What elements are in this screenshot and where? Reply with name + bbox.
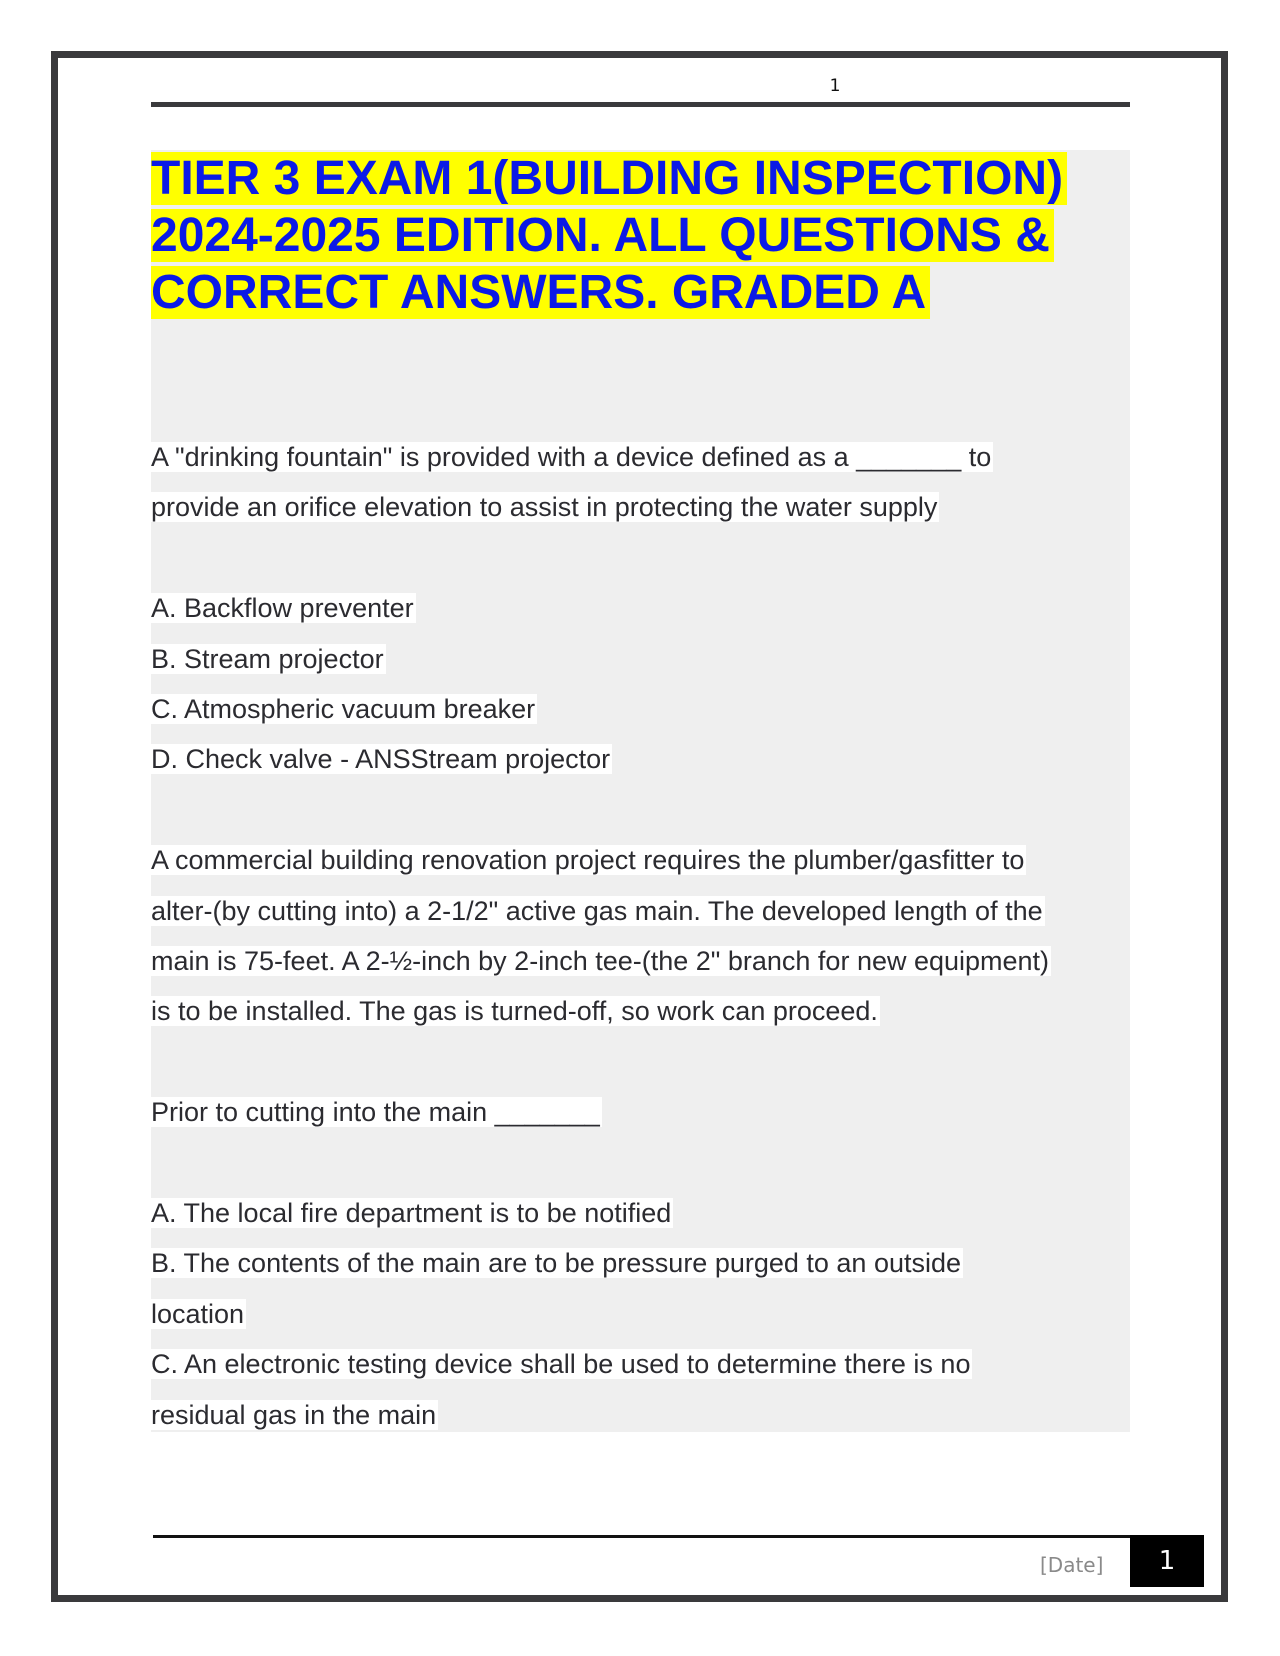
option-text: residual gas in the main [151, 1399, 437, 1430]
title-line-2: 2024-2025 EDITION. ALL QUESTIONS & [151, 209, 1054, 262]
question-1-stem [151, 432, 1141, 533]
question-2-line-1: A commercial building renovation project requires the plumber/gasfitter to [151, 845, 1025, 876]
question-1-line-2: provide an orifice elevation to assist in protecting the water supply [151, 492, 938, 523]
option-text: A. Backflow preventer [151, 593, 414, 624]
document-title [151, 150, 1131, 321]
question-2-line-2: alter-(by cutting into) a 2-1/2" active gas main. The developed length of the [151, 895, 1043, 926]
question-1-option-b [151, 634, 1141, 684]
option-text: D. Check valve - ANSStream projector [151, 744, 611, 775]
question-2-option-a [151, 1188, 1141, 1238]
footer-page-number: 1 [1130, 1535, 1204, 1587]
question-2-prompt [151, 1087, 1141, 1137]
option-text: B. Stream projector [151, 643, 384, 674]
option-text: B. The contents of the main are to be pressure purged to an outside [151, 1248, 962, 1279]
question-2-line-3: main is 75-feet. A 2-½-inch by 2-inch tee-(the 2" branch for new equipment) [151, 946, 1050, 977]
question-1-option-d [151, 734, 1141, 784]
prompt-text: Prior to cutting into the main _______ [151, 1097, 600, 1128]
option-text: A. The local fire department is to be notified [151, 1198, 672, 1229]
question-2-option-b [151, 1238, 1141, 1339]
question-2-stem [151, 835, 1141, 1037]
document-body [151, 432, 1141, 1440]
question-1-option-c [151, 684, 1141, 734]
question-2-option-c [151, 1339, 1141, 1440]
header-page-number: 1 [829, 76, 841, 96]
option-text: C. An electronic testing device shall be used to determine there is no [151, 1349, 971, 1380]
title-line-3: CORRECT ANSWERS. GRADED A [151, 266, 930, 319]
option-text: C. Atmospheric vacuum breaker [151, 694, 536, 725]
question-1-line-1: A "drinking fountain" is provided with a device defined as a _______ to [151, 442, 992, 472]
question-2-line-4: is to be installed. The gas is turned-off, so work can proceed. [151, 996, 878, 1027]
question-1-option-a [151, 583, 1141, 633]
footer-rule [153, 1535, 1130, 1538]
option-text: location [151, 1298, 245, 1329]
title-line-1: TIER 3 EXAM 1(BUILDING INSPECTION) [151, 152, 1067, 205]
header-rule [151, 102, 1130, 107]
footer-date: [Date] [1040, 1553, 1104, 1577]
